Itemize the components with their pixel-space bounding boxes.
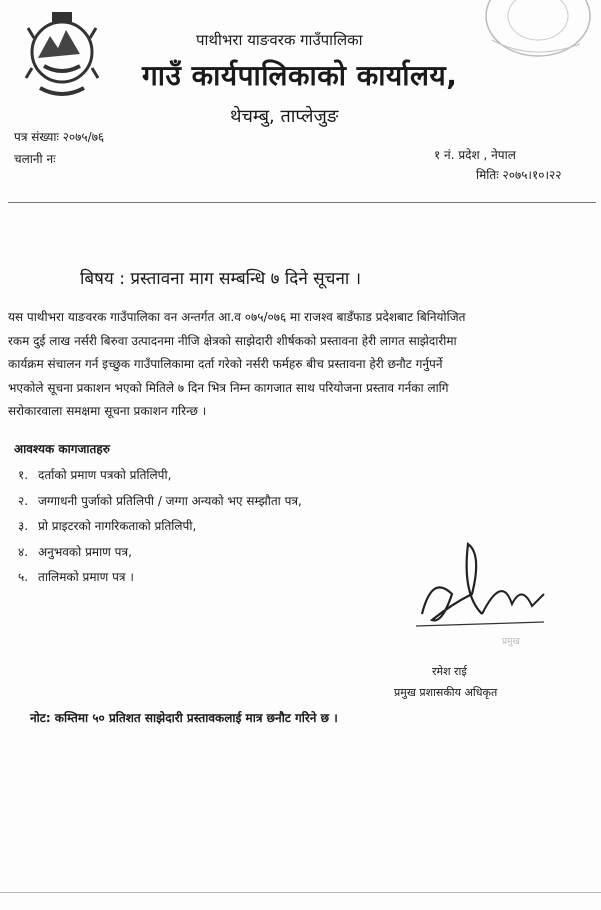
item-text: जग्गाधनी पुर्जाको प्रतिलिपी / जग्गा अन्यको भए सम्झौता पत्र, — [38, 493, 302, 508]
list-item — [18, 466, 302, 492]
notice-body — [8, 306, 588, 424]
list-item — [18, 568, 302, 594]
body-line: कार्यक्रम संचालन गर्न इच्छुक गाउँपालिकामा दर्ता गरेको नर्सरी फर्महरु बीच प्रस्तावना हेरी छनौट गर्नुपर्ने — [8, 357, 443, 371]
notice-subject: बिषय : प्रस्तावना माग सम्बन्धि ७ दिने सूचना । — [80, 269, 362, 289]
dispatch-number: चलानी नः — [14, 152, 56, 166]
list-item — [18, 492, 302, 518]
office-address: थेचम्बु, ताप्लेजुङ — [230, 106, 339, 127]
body-line: रकम दुई लाख नर्सरी बिरुवा उत्पादनमा नीजि क्षेत्रको साझेदारी शीर्षकको प्रस्तावना हेरी लागत साझेदारीमा — [8, 333, 457, 348]
header-divider — [8, 202, 596, 203]
list-item — [18, 543, 302, 569]
office-seal-stamp — [462, 0, 601, 72]
page-bottom-divider — [0, 892, 601, 893]
svg-text:प्रमुख: प्रमुख — [502, 637, 520, 647]
item-text: दर्ताको प्रमाण पत्रको प्रतिलिपी, — [38, 468, 172, 482]
letter-date: मितिः २०७५।१०।२२ — [476, 168, 562, 182]
list-item — [18, 517, 302, 543]
body-line: यस पाथीभरा याङवरक गाउँपालिका वन अन्तर्गत आ.व ०७५/०७६ मा राजश्व बाडँफाड प्रदेशबाट बिनियोजित — [8, 310, 466, 324]
letter-number: पत्र संख्याः २०७५/७६ — [14, 130, 105, 144]
nepal-emblem-icon — [24, 8, 100, 98]
documents-list — [18, 466, 302, 594]
item-number: ४. — [18, 544, 29, 559]
item-text: प्रो प्राइटरको नागरिकताको प्रतिलिपी, — [38, 519, 197, 533]
item-text: अनुभवको प्रमाण पत्र, — [38, 544, 132, 559]
handwritten-signature — [412, 534, 552, 654]
office-title: गाउँ कार्यपालिकाको कार्यालय, — [142, 59, 458, 92]
item-number: २. — [18, 493, 29, 508]
signatory-name: रमेश राई — [432, 665, 467, 678]
body-line: सरोकारवाला समक्षमा सूचना प्रकाशन गरिन्छ । — [8, 404, 207, 418]
signatory-title: प्रमुख प्रशासकीय अधिकृत — [394, 686, 498, 699]
province-label: १ नं. प्रदेश , नेपाल — [434, 148, 516, 162]
notice-note: नोट: कम्तिमा ५० प्रतिशत साझेदारी प्रस्तावकलाई मात्र छनौट गरिने छ । — [30, 711, 338, 725]
body-line: भएकोले सूचना प्रकाशन भएको मितिले ७ दिन भित्र निम्न कागजात साथ परियोजना प्रस्ताव गर्नका लागि — [8, 380, 449, 395]
documents-heading: आवश्यक कागजातहरु — [14, 442, 110, 456]
municipality-name: पाथीभरा याङवरक गाउँपालिका — [196, 31, 363, 49]
item-number: १. — [18, 468, 29, 482]
item-text: तालिमको प्रमाण पत्र । — [38, 570, 134, 584]
item-number: ५. — [18, 570, 29, 584]
item-number: ३. — [18, 519, 29, 533]
